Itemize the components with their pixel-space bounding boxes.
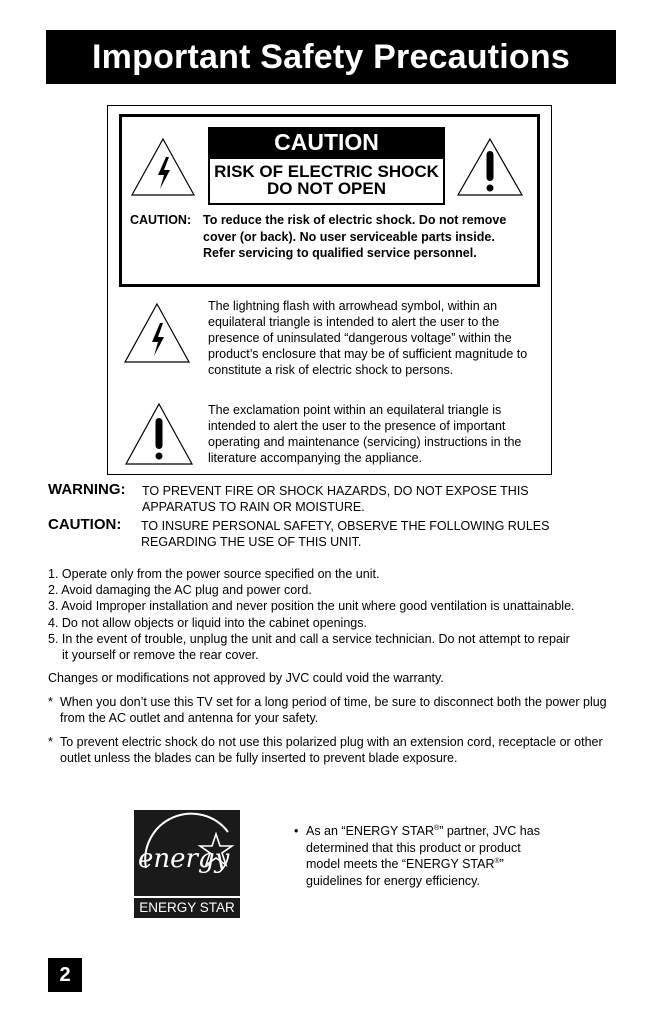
- note-polarized-plug-text: To prevent electric shock do not use this polarized plug with an extension cord, receptacle or other outlet unless the blades can be fully inserted to prevent blade exposure.: [60, 735, 603, 765]
- risk-line-1: RISK OF ELECTRIC SHOCK: [214, 162, 439, 181]
- rules-list: [48, 566, 628, 663]
- warning-label: WARNING:: [48, 481, 126, 498]
- lightning-warning-icon: [130, 137, 196, 197]
- asterisk: *: [48, 735, 53, 749]
- risk-line-2: DO NOT OPEN: [266, 179, 386, 198]
- energy-star-logo: [134, 810, 240, 918]
- note-disconnect: [48, 694, 628, 726]
- caution-rules-text: TO INSURE PERSONAL SAFETY, OBSERVE THE FOLLOWING RULES REGARDING THE USE OF THIS UNIT.: [141, 519, 550, 549]
- note-disconnect-text: When you don’t use this TV set for a long period of time, be sure to disconnect both the power plug from the AC outlet and antenna for your safety.: [60, 695, 607, 725]
- list-item-continuation: it yourself or remove the rear cover.: [62, 648, 259, 663]
- energy-star-band: ENERGY STAR: [134, 896, 240, 918]
- energy-script: energy: [138, 844, 230, 874]
- list-item: 2. Avoid damaging the AC plug and power cord.: [48, 583, 312, 598]
- page-title: Important Safety Precautions: [46, 30, 616, 84]
- note-polarized-plug: [48, 734, 628, 766]
- caution-heading: CAUTION: [208, 127, 445, 157]
- list-item: 1. Operate only from the power source specified on the unit.: [48, 567, 380, 581]
- page-number: 2: [48, 958, 82, 992]
- warning-text: TO PREVENT FIRE OR SHOCK HAZARDS, DO NOT EXPOSE THIS APPARATUS TO RAIN OR MOISTURE.: [142, 484, 529, 514]
- caution-instruction: [130, 212, 530, 262]
- lightning-description: The lightning flash with arrowhead symbol, within an equilateral triangle is intended to alert the user to the presence of uninsulated “dangerous voltage” within the product’s enclosure that may be of sufficient magnitude to constitute a risk of electric shock to persons.: [208, 299, 528, 377]
- exclamation-description: The exclamation point within an equilateral triangle is intended to alert the user to the presence of important operating and maintenance (servicing) instructions in the literature accompanying the appliance.: [208, 403, 522, 465]
- energy-star-note: [294, 823, 554, 889]
- energy-star-text: As an “ENERGY STAR®” partner, JVC has determined that this product or product model meets the “ENERGY STAR®” guidelines for energy efficiency.: [306, 824, 540, 888]
- exclamation-warning-icon: [456, 137, 524, 197]
- modifications-note: Changes or modifications not approved by JVC could void the warranty.: [48, 671, 444, 685]
- exclamation-symbol-icon: [124, 402, 194, 466]
- asterisk: *: [48, 695, 53, 709]
- list-item: 4. Do not allow objects or liquid into the cabinet openings.: [48, 615, 367, 630]
- risk-notice: [208, 157, 445, 205]
- bullet: •: [294, 824, 299, 838]
- lightning-symbol-icon: [123, 302, 191, 364]
- list-item: 5. In the event of trouble, unplug the unit and call a service technician. Do not attempt to repair: [48, 631, 570, 646]
- caution-body: To reduce the risk of electric shock. Do not remove cover (or back). No user serviceable parts inside. Refer servicing to qualified service personnel.: [203, 213, 507, 260]
- caution-rules-label: CAUTION:: [48, 516, 122, 533]
- caution-label: CAUTION:: [130, 213, 192, 227]
- list-item: 3. Avoid Improper installation and never position the unit where good ventilation is unattainable.: [48, 599, 575, 614]
